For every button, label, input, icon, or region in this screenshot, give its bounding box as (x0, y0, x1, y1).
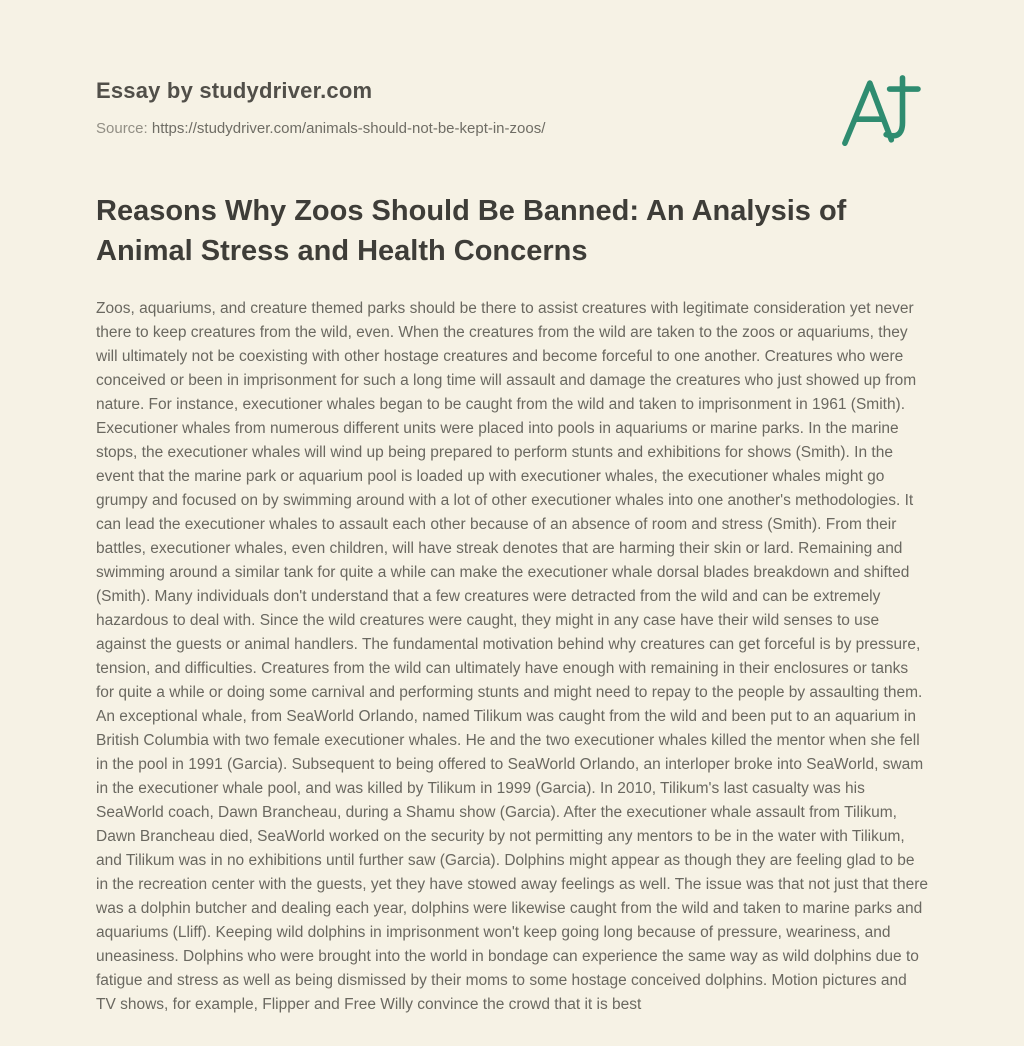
source-label: Source: (96, 120, 148, 137)
byline: Essay by studydriver.com (96, 78, 373, 103)
source-link[interactable]: https://studydriver.com/animals-should-not-be-kept-in-zoos/ (151, 120, 546, 137)
source-line (96, 120, 928, 137)
studydriver-logo-icon (838, 68, 924, 160)
essay-title: Reasons Why Zoos Should Be Banned: An Analysis of Animal Stress and Health Concerns (96, 195, 847, 267)
page-header (96, 78, 928, 137)
essay-body: Zoos, aquariums, and creature themed parks should be there to assist creatures with legitimate consideration yet never there to keep creatures from the wild, even. When the creatures from the wild are taken to the zoos or aquariums, they will ultimately not be coexisting with other hostage creatures and become forceful to one another. Creatures who were conceived or been in imprisonment for such a long time will assault and damage the creatures who just showed up from nature. For instance, executioner whales began to be caught from the wild and taken to imprisonment in 1961 (Smith). Executioner whales from numerous different units were placed into pools in aquariums or marine parks. In the marine stops, the executioner whales will wind up being prepared to perform stunts and exhibitions for shows (Smith). In the event that the marine park or aquarium pool is loaded up with executioner whales, the executioner whales might go grumpy and focused on by swimming around with a lot of other executioner whales into one another's methodologies. It can lead the executioner whales to assault each other because of an absence of room and stress (Smith). From their battles, executioner whales, even children, will have streak denotes that are harming their skin or lard. Remaining and swimming around a similar tank for quite a while can make the executioner whale dorsal blades breakdown and shifted (Smith). Many individuals don't understand that a few creatures were detracted from the wild and can be extremely hazardous to deal with. Since the wild creatures were caught, they might in any case have their wild senses to use against the guests or animal handlers. The fundamental motivation behind why creatures can get forceful is by pressure, tension, and difficulties. Creatures from the wild can ultimately have enough with remaining in their enclosures or tanks for quite a while or doing some carnival and performing stunts and might need to repay to the people by assaulting them. An exceptional whale, from SeaWorld Orlando, named Tilikum was caught from the wild and been put to an aquarium in British Columbia with two female executioner whales. He and the two executioner whales killed the mentor when she fell in the pool in 1991 (Garcia). Subsequent to being offered to SeaWorld Orlando, an interloper broke into SeaWorld, swam in the executioner whale pool, and was killed by Tilikum in 1999 (Garcia). In 2010, Tilikum's last casualty was his SeaWorld coach, Dawn Brancheau, during a Shamu show (Garcia). After the executioner whale assault from Tilikum, Dawn Brancheau died, SeaWorld worked on the security by not permitting any mentors to be in the water with Tilikum, and Tilikum was in no exhibitions until further saw (Garcia). Dolphins might appear as though they are feeling glad to be in the recreation center with the guests, yet they have stowed away feelings as well. The issue was that not just that there was a dolphin butcher and dealing each year, dolphins were likewise caught from the wild and taken to marine parks and aquariums (Lliff). Keeping wild dolphins in imprisonment won't keep going long because of pressure, weariness, and uneasiness. Dolphins who were brought into the world in bondage can experience the same way as wild dolphins due to fatigue and stress as well as being dismissed by their moms to some hostage conceived dolphins. Motion pictures and TV shows, for example, Flipper and Free Willy convince the crowd that it is best (96, 300, 929, 1013)
